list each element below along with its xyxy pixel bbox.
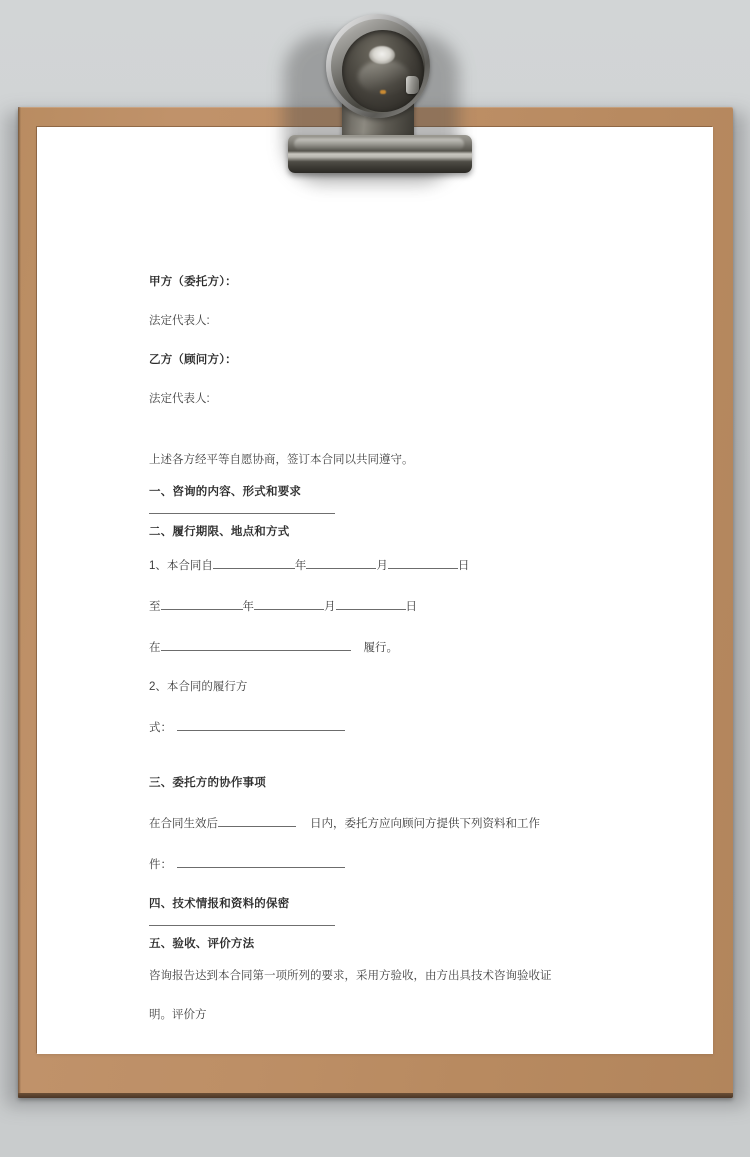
clause-2-1-place: [149, 639, 619, 655]
clip-drum-sheen: [358, 60, 410, 94]
clause-3-1-prefix: 在合同生效后: [149, 818, 218, 830]
start-day-blank[interactable]: [388, 557, 458, 569]
preamble-paragraph: 上述各方经平等自愿协商，签订本合同以共同遵守。: [149, 454, 414, 466]
clip-drum: [326, 14, 430, 118]
clip-drum-highlight: [369, 46, 395, 64]
clip-drum-spark: [380, 90, 386, 94]
end-month-blank[interactable]: [254, 598, 324, 610]
spacer: [149, 926, 619, 937]
contract-text: [149, 275, 619, 1022]
clause-5-2-text: 明。评价方: [149, 1009, 207, 1021]
year-label: 年: [294, 560, 307, 572]
clause-2-1c-suffix: 履行。: [363, 642, 398, 654]
spacer: [149, 406, 619, 439]
spacer: [149, 467, 619, 485]
clause-2-1b-prefix: 至: [149, 601, 161, 613]
spacer: [149, 328, 619, 353]
clause-2-1c-prefix: 在: [149, 642, 161, 654]
place-blank[interactable]: [161, 639, 351, 651]
year-label: 年: [242, 601, 254, 613]
start-month-blank[interactable]: [306, 557, 376, 569]
end-year-blank[interactable]: [161, 598, 243, 610]
spacer: [149, 367, 619, 392]
section-5-heading: 五、验收、评价方法: [149, 938, 255, 950]
section-2-heading: 二、履行期限、地点和方式: [149, 526, 290, 538]
clause-2-1-prefix: 1、本合同自: [149, 560, 213, 572]
day-label: 日: [457, 560, 470, 572]
party-a-heading: 甲方（委托方）：: [149, 276, 237, 288]
days-blank[interactable]: [218, 815, 296, 827]
clause-2-1-start-date: [149, 557, 619, 573]
party-a-representative: 法定代表人:: [149, 315, 210, 327]
clipboard-clip[interactable]: [278, 14, 478, 179]
spacer: [149, 768, 619, 776]
spacer: [149, 831, 619, 856]
items-blank[interactable]: [177, 856, 345, 868]
spacer: [149, 790, 619, 815]
party-b-heading: 乙方（顾问方）：: [149, 354, 237, 366]
clause-5-1-text: 咨询报告达到本合同第一项所列的要求，采用方验收，由方出具技术咨询验收证: [149, 970, 552, 982]
spacer: [149, 289, 619, 314]
spacer: [149, 439, 619, 453]
clause-2-1-end-date: [149, 598, 619, 614]
day-label: 日: [405, 601, 417, 613]
spacer: [149, 539, 619, 557]
spacer: [149, 735, 619, 768]
clause-3-1b-prefix: 件：: [149, 859, 172, 871]
spacer: [149, 614, 619, 639]
method-blank[interactable]: [177, 719, 345, 731]
clause-3-1-suffix: 日内，委托方应向顾问方提供下列资料和工作: [310, 818, 540, 830]
clause-3-1-items: [149, 856, 619, 872]
clip-side-knob[interactable]: [406, 76, 419, 94]
clip-drum-rim: [331, 19, 425, 113]
spacer: [149, 573, 619, 598]
month-label: 月: [376, 560, 388, 572]
spacer: [149, 983, 619, 1008]
clause-2-2-method: [149, 719, 619, 735]
section-4-heading: 四、技术情报和资料的保密: [149, 898, 290, 910]
month-label: 月: [324, 601, 336, 613]
party-b-representative: 法定代表人:: [149, 393, 210, 405]
spacer: [149, 951, 619, 969]
spacer: [149, 655, 619, 680]
clause-2-2-text: 2、本合同的履行方: [149, 681, 248, 693]
start-year-blank[interactable]: [213, 557, 295, 569]
spacer: [149, 514, 619, 525]
clause-3-1-text: [149, 815, 619, 831]
board-bottom-edge: [18, 1093, 733, 1098]
section-1-heading: 一、咨询的内容、形式和要求: [149, 486, 302, 498]
board-left-edge: [18, 107, 21, 1098]
spacer: [149, 499, 619, 513]
section-3-heading: 三、委托方的协作事项: [149, 777, 266, 789]
clause-2-2-prefix: 式：: [149, 722, 172, 734]
clip-drum-face: [342, 30, 424, 112]
spacer: [149, 694, 619, 719]
spacer: [149, 911, 619, 925]
clip-bar-gloss: [294, 138, 464, 150]
end-day-blank[interactable]: [336, 598, 406, 610]
spacer: [149, 872, 619, 897]
